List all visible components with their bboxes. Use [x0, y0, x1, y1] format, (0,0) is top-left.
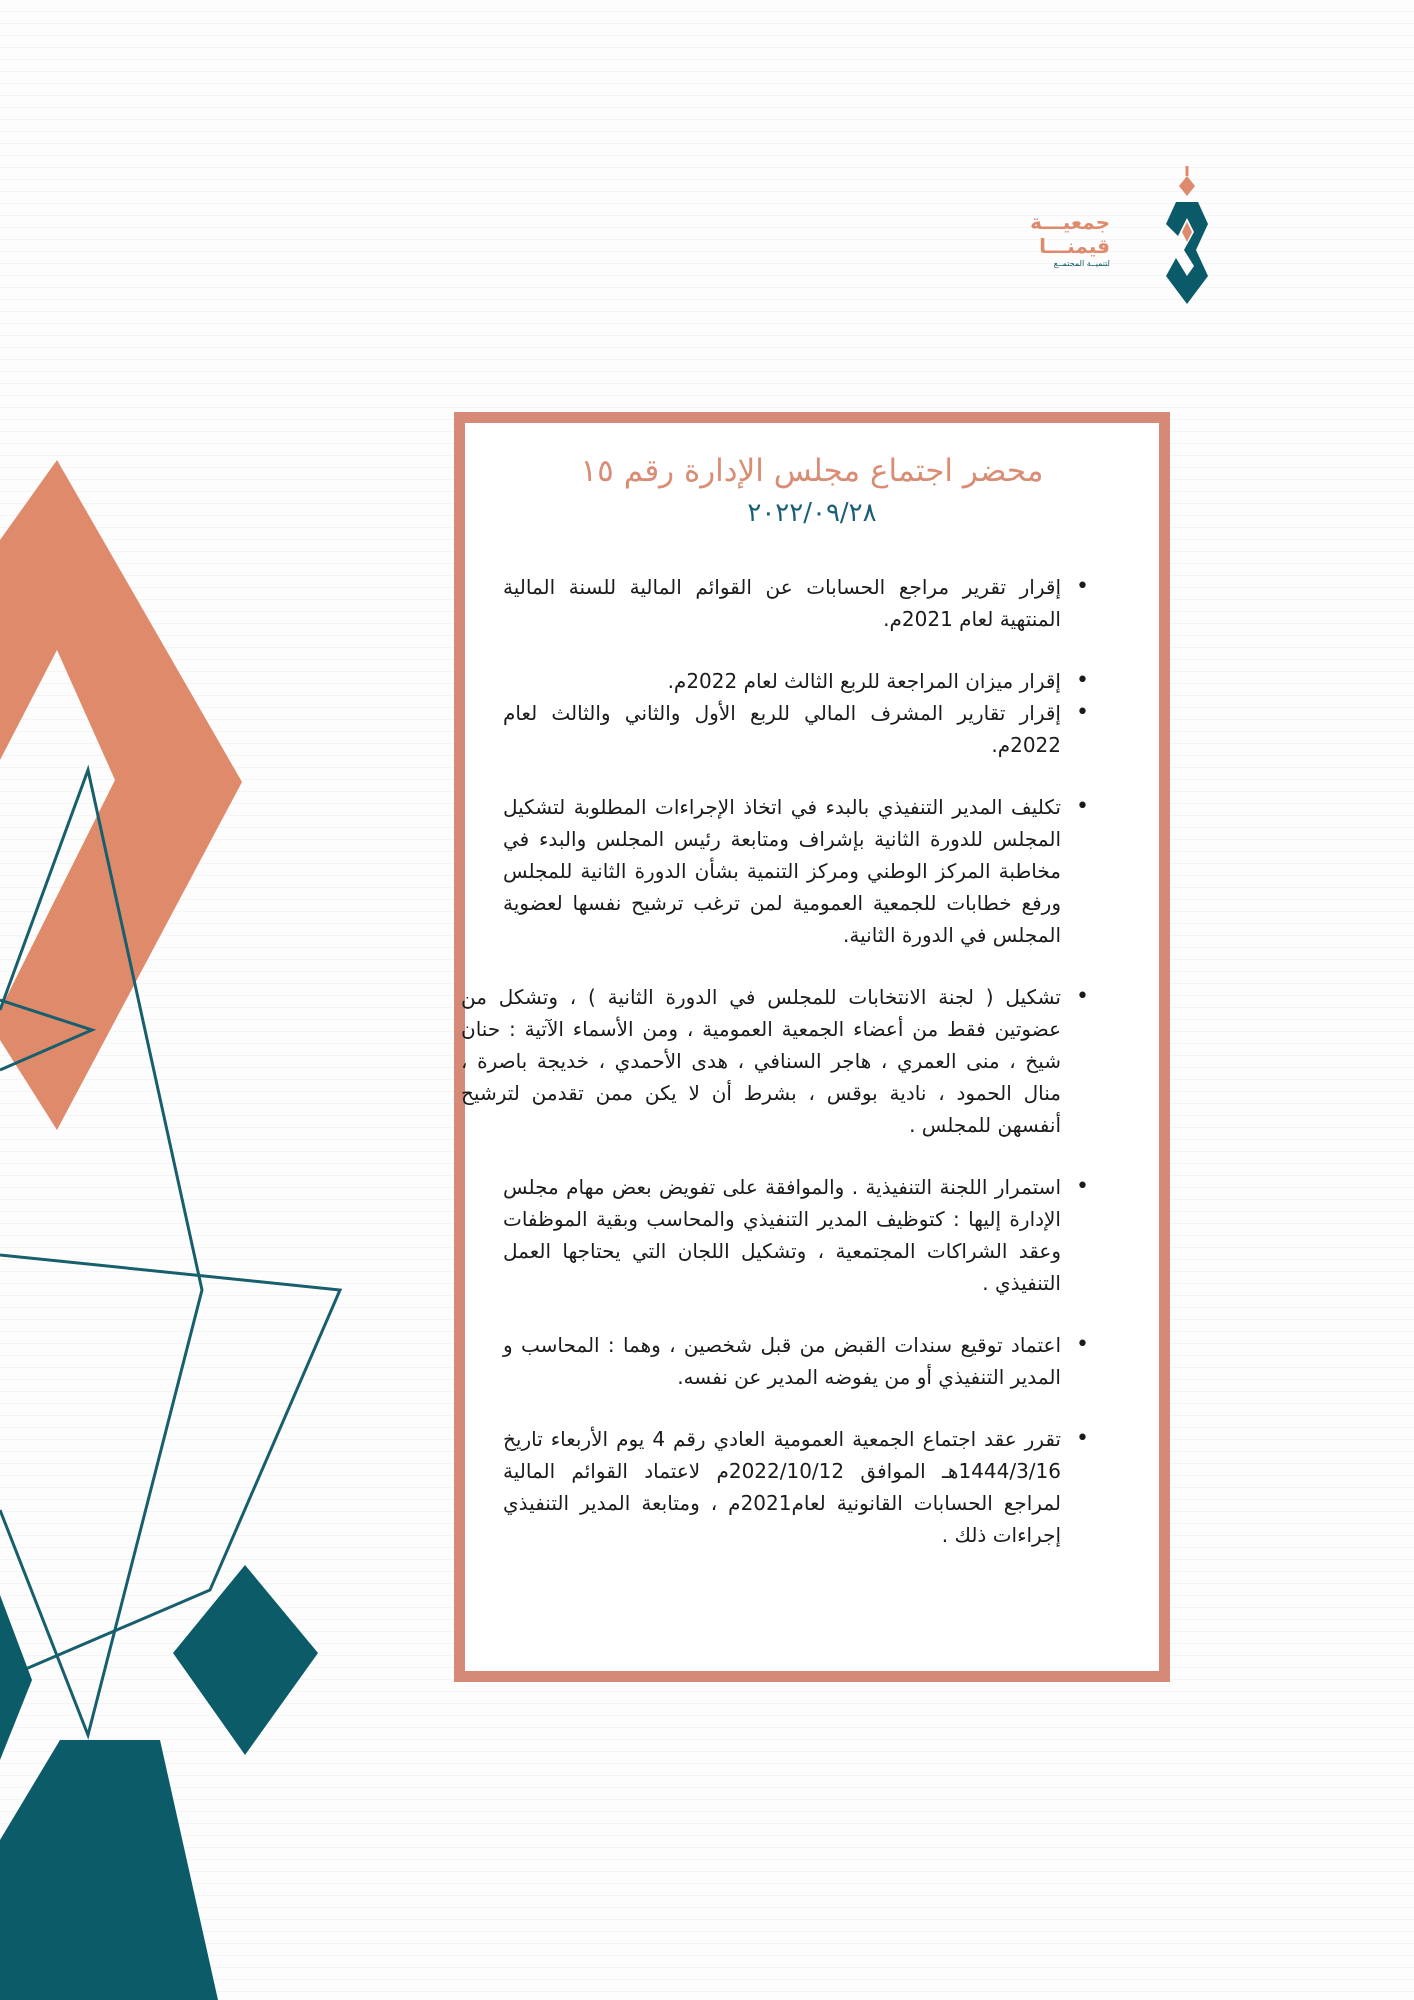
logo-tagline: لتنميــة المجتمــع [1053, 259, 1110, 268]
minutes-frame [454, 412, 1170, 1682]
list-item: • تقرر عقد اجتماع الجمعية العمومية العادي رقم 4 يوم الأربعاء تاريخ 1444/3/16هـ الموافق 2022/10/12م لاعتماد القوائم المالية لمراجع الحسابات القانونية لعام2021م ، ومتابعة المدير التنفيذي إجراءات ذلك . [503, 1423, 1093, 1551]
list-item: • اعتماد توقيع سندات القبض من قبل شخصين ، وهما : المحاسب و المدير التنفيذي أو من يفوضه المدير عن نفسه. [503, 1329, 1093, 1393]
list-item: • استمرار اللجنة التنفيذية . والموافقة على تفويض بعض مهام مجلس الإدارة إليها : كتوظيف المدير التنفيذي والمحاسب وبقية الموظفات وعقد الشراكات المجتمعية ، وتشكيل اللجان التي يحتاجها العمل التنفيذي . [503, 1171, 1093, 1299]
page-title: محضر اجتماع مجلس الإدارة رقم ١٥ [580, 453, 1044, 489]
logo-name-line2: قيمنـــا [1039, 234, 1110, 258]
list-item: • إقرار تقارير المشرف المالي للربع الأول والثاني والثالث لعام 2022م. [503, 697, 1093, 761]
list-item: • إقرار تقرير مراجع الحسابات عن القوائم المالية للسنة المالية المنتهية لعام 2021م. [503, 571, 1093, 635]
list-item: • تشكيل ( لجنة الانتخابات للمجلس في الدورة الثانية ) ، وتشكل من عضوتين فقط من أعضاء الجمعية العمومية ، ومن الأسماء الآتية : حنان شيخ ، منى العمري ، هاجر السنافي ، هدى الأحمدي ، خديجة باصرة ، منال الحمود ، نادية بوقس ، بشرط أن لا يكن ممن تقدمن لترشيح أنفسهن للمجلس . [461, 981, 1093, 1141]
list-item: • إقرار ميزان المراجعة للربع الثالث لعام 2022م. [503, 665, 1093, 697]
list-item: • تكليف المدير التنفيذي بالبدء في اتخاذ الإجراءات المطلوبة لتشكيل المجلس للدورة الثانية بإشراف ومتابعة رئيس المجلس والبدء في مخاطبة المركز الوطني ومركز التنمية بشأن الدورة الثانية للمجلس ورفع خطابات للجمعية العمومية لمن ترغب ترشيح نفسها لعضوية المجلس في الدورة الثانية. [503, 791, 1093, 951]
teal-solid-bottom-shape [0, 1740, 218, 2000]
teal-solid-left-sliver [0, 1595, 32, 1760]
organization-logo [1030, 160, 1210, 300]
logo-name-line1: جمعيـــة [1030, 210, 1110, 234]
teal-outline-diamond-2 [0, 1255, 340, 1680]
teal-solid-diamond [173, 1565, 318, 1755]
orange-chevron-decor [0, 460, 242, 1130]
meeting-date: ٢٠٢٢/٠٩/٢٨ [747, 498, 877, 528]
resolutions-list [461, 571, 1093, 1551]
logo-text [1000, 210, 1110, 270]
logo-mark-icon [1164, 166, 1210, 306]
